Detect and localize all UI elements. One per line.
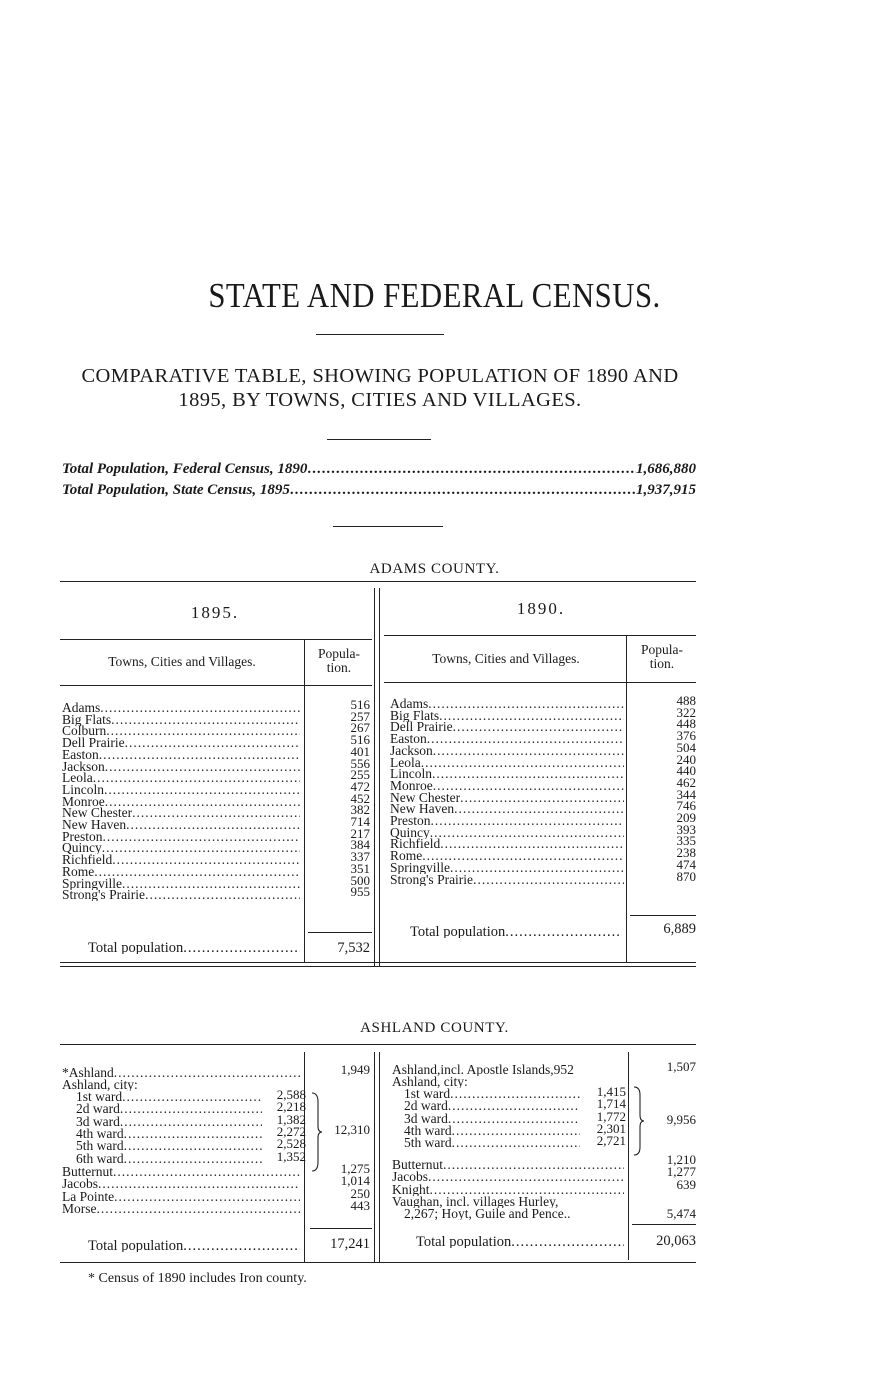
ashland-1895-ward — [76, 1153, 262, 1165]
ashland-total-1895: 17,241 — [330, 1236, 370, 1252]
adams-1895-row-value: 257 — [350, 708, 370, 724]
ashland-1890-row — [392, 1159, 624, 1171]
adams-1895-row-value: 267 — [350, 720, 370, 736]
adams-1890-row-label: Big Flats — [390, 709, 440, 722]
adams-1895-row-value: 500 — [350, 872, 370, 888]
adams-1895-row-label: Rome — [62, 865, 95, 878]
ashland-sum-rule-right — [632, 1224, 696, 1225]
adams-1895-row — [62, 714, 300, 726]
ashland-1890-row-label: Knight — [392, 1183, 430, 1196]
subtitle-line-2: 1895, BY TOWNS, CITIES AND VILLAGES. — [178, 389, 582, 411]
adams-top-rule — [60, 581, 696, 582]
ashland-1890-ward-label: 2d ward — [404, 1100, 448, 1113]
ashland-1895-ward-brace — [310, 1092, 322, 1172]
adams-1890-row-value: 504 — [676, 739, 696, 755]
adams-total-row-1890: Total population ..... — [410, 926, 622, 938]
ashland-total-1890: 20,063 — [656, 1233, 696, 1249]
adams-1895-row-value: 384 — [350, 837, 370, 853]
adams-1895-row — [62, 761, 300, 773]
adams-1890-row-value: 746 — [676, 798, 696, 814]
adams-1890-row — [390, 862, 624, 874]
ashland-1890-ward-brace — [632, 1086, 644, 1156]
adams-1890-row-value: 488 — [676, 693, 696, 708]
ashland-1895-ward-value: 2,528 — [276, 1136, 306, 1152]
adams-col-towns-1890: Towns, Cities and Villages. — [432, 651, 580, 666]
adams-county-heading: ADAMS COUNTY. — [369, 561, 500, 577]
ashland-1890-row — [392, 1171, 624, 1183]
adams-year-1890: 1890. — [516, 599, 566, 618]
total-state-1895: Total Population, State Census, 1895 ..... 1,937,915 — [62, 482, 696, 499]
ashland-1890-row-label: Jacobs — [392, 1171, 428, 1184]
adams-1895-row — [62, 725, 300, 737]
adams-1890-row — [390, 838, 624, 850]
ashland-1895-ward-label: 4th ward — [76, 1127, 124, 1140]
adams-1895-row-label: New Haven — [62, 819, 127, 831]
ashland-1890-city-total: 9,956 — [666, 1112, 696, 1127]
adams-1890-row-label: Adams — [390, 698, 429, 710]
adams-1890-row — [390, 721, 624, 733]
ashland-1895-ward-label: 3d ward — [76, 1115, 120, 1128]
adams-1895-row-label: Big Flats — [62, 713, 112, 726]
adams-year-1895: 1895. — [190, 603, 240, 622]
adams-1895-row-value: 472 — [350, 778, 370, 794]
adams-1895-row-label: Monroe — [62, 795, 105, 808]
ashland-1895-row-value: 1,275 — [340, 1161, 370, 1176]
adams-1895-row — [62, 796, 300, 808]
ashland-1895-ward-value: 2,218 — [276, 1099, 306, 1115]
adams-1890-row-label: New Haven — [390, 803, 455, 816]
adams-1890-row — [390, 745, 624, 757]
adams-1890-row-value: 322 — [676, 704, 696, 720]
ashland-1895-ward — [76, 1116, 262, 1128]
ashland-1890-ashland: Ashland,incl. Apostle Islands,952 — [392, 1064, 574, 1076]
adams-1890-row-label: Richfield — [390, 838, 441, 851]
adams-bottom-rule-a — [60, 962, 696, 963]
adams-1895-row-label: New Chester — [62, 807, 133, 820]
ashland-1895-ward — [76, 1140, 262, 1152]
total-federal-1890: Total Population, Federal Census, 1890 ..... 1,686,880 — [62, 461, 696, 478]
ashland-1895-ward — [76, 1128, 262, 1140]
adams-1890-row-label: Preston — [390, 815, 431, 827]
ashland-1895-row-value: 443 — [350, 1197, 370, 1213]
adams-1890-row-value: 474 — [676, 856, 696, 872]
adams-1895-row-value: 714 — [350, 814, 370, 829]
ashland-1890-ward-value: 2,721 — [596, 1133, 626, 1149]
ashland-1895-row-label: Morse — [62, 1202, 97, 1215]
ashland-1890-vaughan-value: 5,474 — [666, 1206, 696, 1221]
adams-1890-row-value: 448 — [676, 716, 696, 732]
adams-total-row-1895: Total population ..... — [88, 942, 300, 954]
adams-header-rule-left — [60, 685, 372, 686]
adams-bottom-rule-b — [60, 966, 696, 967]
ashland-1895-row-value: 250 — [350, 1185, 370, 1201]
adams-1890-row — [390, 710, 624, 722]
ashland-1890-ward — [404, 1100, 580, 1112]
adams-col-divider-1 — [304, 640, 305, 962]
adams-mid-divider-a — [374, 588, 375, 966]
adams-1890-row-label: Lincoln — [390, 768, 432, 781]
ashland-1890-vaughan-line-1: Vaughan, incl. villages Hurley, — [392, 1196, 559, 1208]
ashland-1890-ward — [404, 1088, 580, 1100]
ashland-1890-ward-value: 1,772 — [596, 1108, 626, 1124]
ashland-1890-row-value: 1,210 — [666, 1152, 696, 1167]
adams-header-rule-right — [384, 682, 696, 683]
adams-1895-row — [62, 819, 300, 831]
adams-1895-row-value: 382 — [350, 802, 370, 818]
ashland-1895-row — [62, 1191, 300, 1203]
adams-1895-row-label: Springville — [62, 877, 122, 890]
adams-1895-row-label: Dell Prairie — [62, 737, 125, 750]
adams-1890-row-label: Quincy — [390, 826, 430, 839]
ashland-1890-ward — [404, 1125, 580, 1137]
adams-1890-row-label: New Chester — [390, 791, 461, 804]
adams-1895-row-label: Colburn — [62, 725, 107, 738]
adams-1890-row-value: 376 — [676, 728, 696, 744]
adams-1895-row-label: Jackson — [62, 760, 105, 773]
ashland-1895-ward-label: 5th ward — [76, 1140, 124, 1153]
adams-1895-row — [62, 749, 300, 761]
adams-1895-row — [62, 702, 300, 714]
ashland-1895-row — [62, 1166, 300, 1178]
adams-year-rule-right — [384, 635, 696, 636]
adams-1895-row-value: 516 — [350, 697, 370, 712]
adams-1895-row-value: 401 — [350, 743, 370, 759]
adams-1890-row — [390, 815, 624, 827]
ashland-1895-row — [62, 1178, 300, 1190]
adams-1890-row — [390, 768, 624, 780]
subtitle-line-1: COMPARATIVE TABLE, SHOWING POPULATION OF 1890 AND — [81, 365, 679, 387]
ashland-total-row-1890: Total population ..... — [416, 1236, 624, 1248]
totals-rule — [333, 526, 443, 527]
adams-1895-row-value: 217 — [350, 825, 370, 841]
adams-1895-row-label: Lincoln — [62, 783, 104, 796]
adams-1895-row — [62, 784, 300, 796]
ashland-1895-row — [62, 1203, 300, 1215]
adams-1890-row — [390, 850, 624, 862]
ashland-bottom-rule — [60, 1262, 696, 1263]
adams-1890-row-label: Strong's Prairie — [390, 873, 474, 886]
ashland-1890-row-value: 639 — [676, 1176, 696, 1192]
ashland-1890-ward-value: 2,301 — [596, 1120, 626, 1136]
ashland-1895-ward-label: 1st ward — [76, 1091, 123, 1103]
adams-1890-row — [390, 792, 624, 804]
adams-1890-row-label: Springville — [390, 861, 450, 874]
adams-1890-row — [390, 803, 624, 815]
adams-1895-row — [62, 737, 300, 749]
ashland-1890-city-label: Ashland, city: — [392, 1076, 468, 1088]
title-rule — [316, 334, 444, 335]
subtitle — [60, 364, 700, 412]
adams-1890-row — [390, 757, 624, 769]
ashland-1895-ward — [76, 1091, 262, 1103]
adams-1890-row — [390, 827, 624, 839]
adams-1895-row — [62, 842, 300, 854]
adams-1890-row-value: 440 — [676, 763, 696, 779]
ashland-1890-ward-label: 3d ward — [404, 1112, 448, 1125]
ashland-1895-ward-value: 1,382 — [276, 1111, 306, 1127]
ashland-1895-city-total: 12,310 — [334, 1122, 370, 1137]
ashland-1890-vaughan-line-2: 2,267; Hoyt, Guile and Pence.. — [404, 1208, 571, 1220]
adams-1895-row-value: 955 — [350, 884, 370, 900]
ashland-1895-row-label: La Pointe — [62, 1190, 115, 1203]
ashland-mid-divider-a — [374, 1052, 375, 1262]
adams-1895-row-value: 556 — [350, 755, 370, 771]
adams-total-1895: 7,532 — [337, 940, 370, 956]
ashland-1895-ward-value: 2,272 — [276, 1123, 306, 1139]
adams-1890-row-label: Easton — [390, 733, 427, 746]
adams-1895-row-label: Preston — [62, 830, 103, 843]
ashland-sum-rule-left — [310, 1228, 372, 1229]
ashland-1895-ward-value: 1,352 — [276, 1148, 306, 1164]
adams-1890-row-value: 462 — [676, 774, 696, 790]
adams-1895-row-label: Leola — [62, 772, 93, 785]
subtitle-rule — [327, 439, 431, 440]
ashland-1895-row-label: Jacobs — [62, 1178, 98, 1191]
adams-1890-row-value: 870 — [676, 868, 696, 884]
adams-1895-row-value: 452 — [350, 790, 370, 806]
adams-total-1890: 6,889 — [663, 921, 696, 937]
adams-1895-row — [62, 772, 300, 784]
ashland-1895-ashland: *Ashland ..... — [62, 1067, 300, 1079]
adams-1895-row — [62, 831, 300, 843]
adams-1890-row-label: Dell Prairie — [390, 721, 453, 734]
adams-1895-row — [62, 807, 300, 819]
ashland-1890-ward-label: 5th ward — [404, 1137, 452, 1150]
adams-1895-row-label: Richfield — [62, 854, 113, 867]
ashland-col-divider-2 — [628, 1052, 629, 1260]
adams-col-pop-1890: Popula- tion. — [641, 642, 683, 671]
adams-1895-row-label: Adams — [62, 702, 101, 714]
adams-1895-row — [62, 854, 300, 866]
ashland-1890-ward — [404, 1113, 580, 1125]
ashland-total-row-1895: Total population ..... — [88, 1240, 300, 1252]
adams-1895-row — [62, 866, 300, 878]
adams-1895-row-value: 351 — [350, 860, 370, 876]
adams-mid-divider-b — [379, 588, 380, 966]
ashland-top-rule — [60, 1044, 696, 1045]
ashland-1890-ward-label: 4th ward — [404, 1124, 452, 1137]
adams-1895-row-label: Quincy — [62, 842, 102, 855]
adams-1890-row-value: 344 — [676, 786, 696, 802]
ashland-1895-ward — [76, 1103, 262, 1115]
adams-1895-row — [62, 889, 300, 901]
adams-1890-row-value: 209 — [676, 810, 696, 825]
ashland-county-heading: ASHLAND COUNTY. — [360, 1020, 509, 1036]
adams-1890-row-label: Leola — [390, 756, 421, 769]
ashland-1895-ward-label: 2d ward — [76, 1103, 120, 1116]
ashland-1895-city-label: Ashland, city: — [62, 1079, 138, 1091]
adams-1890-row — [390, 780, 624, 792]
adams-1890-row — [390, 698, 624, 710]
ashland-1895-ashland-value: 1,949 — [340, 1062, 370, 1077]
ashland-1895-ward-label: 6th ward — [76, 1152, 124, 1165]
adams-1890-row-label: Monroe — [390, 779, 433, 792]
footnote: * Census of 1890 includes Iron county. — [88, 1271, 307, 1286]
adams-1890-row-value: 240 — [676, 751, 696, 767]
ashland-1890-row-value: 1,277 — [666, 1164, 696, 1180]
adams-1895-row — [62, 878, 300, 890]
ashland-1890-row — [392, 1184, 624, 1196]
adams-1895-row-value: 337 — [350, 849, 370, 865]
adams-1895-row-value: 255 — [350, 767, 370, 783]
ashland-1895-row-label: Butternut — [62, 1166, 113, 1178]
adams-col-divider-2 — [626, 636, 627, 962]
adams-1890-row-label: Rome — [390, 850, 423, 863]
ashland-1890-ward-label: 1st ward — [404, 1088, 451, 1100]
adams-col-pop-1895: Popula- tion. — [318, 646, 360, 675]
adams-col-towns-1895: Towns, Cities and Villages. — [108, 654, 256, 669]
adams-1890-row-value: 393 — [676, 821, 696, 837]
adams-sum-rule-left — [308, 932, 372, 933]
adams-1890-row-label: Jackson — [390, 744, 433, 757]
adams-sum-rule-right — [630, 915, 696, 916]
adams-year-rule-left — [60, 639, 372, 640]
adams-1890-row — [390, 733, 624, 745]
ashland-1890-ward-value: 1,714 — [596, 1096, 626, 1112]
ashland-1890-ashland-value: 1,507 — [666, 1059, 696, 1074]
adams-1890-row-value: 238 — [676, 845, 696, 861]
ashland-1890-ward-value: 1,415 — [596, 1084, 626, 1099]
adams-1895-row-value: 516 — [350, 732, 370, 748]
adams-1890-row-value: 335 — [676, 833, 696, 849]
ashland-1895-row-value: 1,014 — [340, 1173, 370, 1189]
page-title: STATE AND FEDERAL CENSUS. — [208, 276, 661, 315]
ashland-mid-divider-b — [379, 1052, 380, 1262]
ashland-1895-ward-value: 2,588 — [276, 1087, 306, 1102]
adams-1895-row-label: Easton — [62, 748, 99, 761]
ashland-1890-row-label: Butternut — [392, 1159, 443, 1171]
adams-1895-row-label: Strong's Prairie — [62, 889, 146, 902]
ashland-1890-ward — [404, 1137, 580, 1149]
adams-1890-row — [390, 874, 624, 886]
